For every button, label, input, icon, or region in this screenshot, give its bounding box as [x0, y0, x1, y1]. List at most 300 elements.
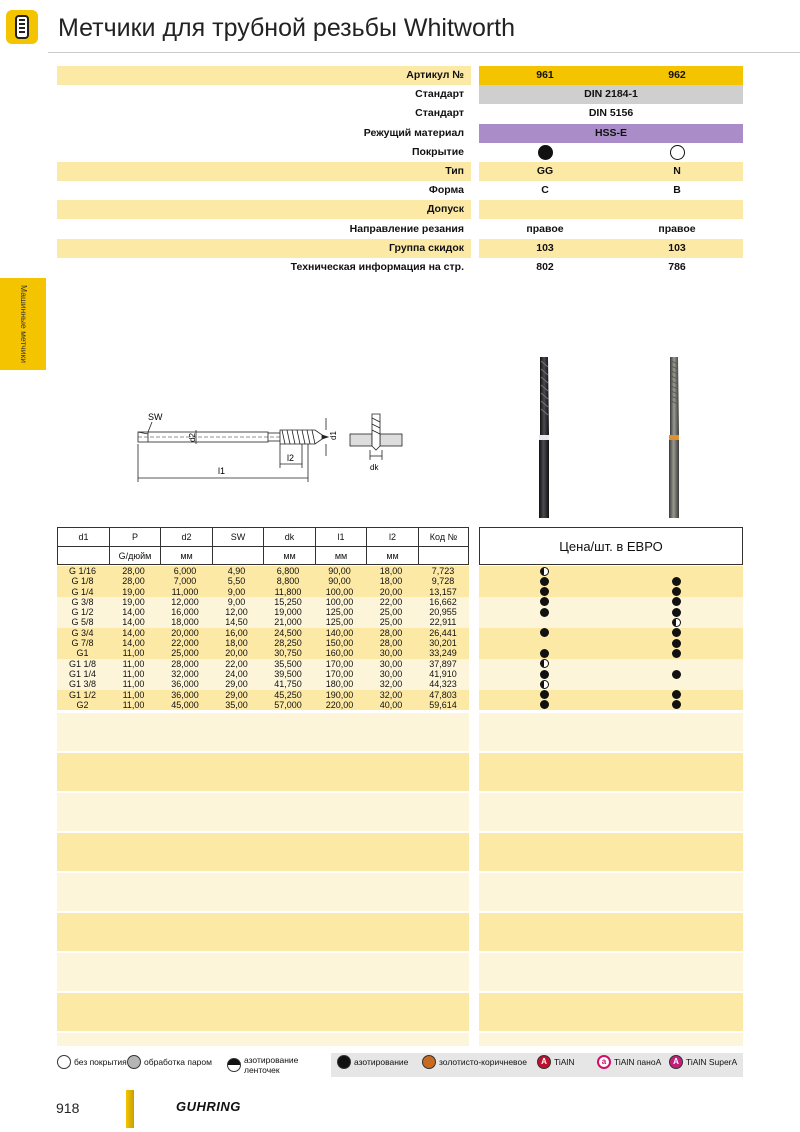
- table-cell: G 7/8: [71, 638, 94, 649]
- data-table-header: [57, 527, 469, 565]
- table-cell: 11,00: [122, 668, 145, 679]
- coating-glyph: a: [601, 1057, 607, 1066]
- column-header: [315, 528, 366, 564]
- spec-value: [479, 220, 743, 239]
- table-row: [57, 679, 469, 689]
- table-cell: G 1/2: [71, 607, 94, 618]
- table-cell: 30,201: [429, 638, 457, 649]
- table-cell: 30,00: [379, 668, 403, 679]
- table-cell: 25,000: [171, 648, 199, 659]
- legend-label: TiAlN SuperA: [686, 1057, 738, 1067]
- table-cell: 45,000: [171, 699, 199, 710]
- availability-row: [479, 566, 743, 576]
- table-cell: 21,000: [274, 617, 302, 628]
- drawing-label-sw: SW: [148, 412, 163, 422]
- empty-band: [57, 1033, 469, 1046]
- availability-row: [479, 607, 743, 617]
- table-cell: 22,00: [225, 658, 248, 669]
- table-cell: 14,00: [122, 617, 145, 628]
- in-stock-icon[interactable]: [540, 587, 549, 596]
- column-title: SW: [230, 532, 246, 542]
- empty-band: [479, 913, 743, 951]
- spec-value-961: 961: [536, 69, 554, 81]
- table-cell: 16,00: [225, 627, 248, 638]
- spec-value: [479, 66, 743, 85]
- in-stock-icon[interactable]: [540, 670, 549, 679]
- empty-band: [57, 713, 469, 751]
- spec-value: [479, 258, 743, 277]
- spec-value: [479, 85, 743, 104]
- table-cell: 25,00: [379, 607, 403, 618]
- table-cell: G2: [76, 699, 89, 710]
- drawing-label-l2: l2: [287, 453, 295, 463]
- spec-label: Тип: [57, 162, 471, 181]
- table-cell: 44,323: [429, 679, 457, 690]
- table-cell: 90,00: [328, 566, 351, 576]
- spec-value-962: 103: [668, 241, 686, 254]
- table-cell: 14,00: [122, 627, 145, 638]
- empty-band: [57, 833, 469, 871]
- spec-value: [479, 239, 743, 258]
- spec-value: [479, 200, 743, 219]
- coating-legend: [57, 1053, 743, 1077]
- legend-item: [669, 1055, 737, 1069]
- availability-row: [479, 597, 743, 607]
- spec-value-962: B: [673, 184, 681, 197]
- spec-label: Допуск: [57, 200, 471, 219]
- table-cell: 30,750: [274, 648, 302, 659]
- table-cell: 39,500: [274, 668, 302, 679]
- table-cell: 41,750: [274, 679, 302, 690]
- table-cell: 28,00: [122, 566, 145, 576]
- legend-label: золотисто-коричневое: [439, 1057, 527, 1067]
- limited-stock-icon[interactable]: [540, 567, 549, 576]
- table-cell: 29,00: [225, 679, 248, 690]
- page-number: 918: [56, 1100, 80, 1116]
- spec-row: [57, 200, 743, 219]
- legend-label: обработка паром: [144, 1057, 212, 1067]
- spec-value-962: правое: [658, 222, 696, 235]
- empty-band: [479, 833, 743, 871]
- table-cell: 40,00: [379, 699, 403, 710]
- spec-value-961: GG: [536, 165, 554, 177]
- spec-value-961: C: [541, 184, 549, 197]
- limited-stock-icon[interactable]: [672, 618, 681, 627]
- table-cell: 28,00: [122, 576, 145, 587]
- table-cell: G1 1/4: [68, 668, 97, 679]
- table-cell: 16,000: [171, 607, 199, 618]
- table-cell: 220,00: [325, 699, 354, 710]
- spec-label: Покрытие: [57, 143, 471, 162]
- table-cell: 29,00: [225, 689, 248, 700]
- table-cell: G1 1/8: [68, 658, 97, 669]
- table-cell: 9,00: [227, 596, 246, 607]
- table-row: [57, 607, 469, 617]
- table-cell: 170,00: [325, 668, 354, 679]
- table-cell: G 1/4: [71, 586, 94, 597]
- table-cell: 90,00: [328, 576, 351, 587]
- drawing-label-l1: l1: [218, 466, 226, 476]
- spec-label: Артикул №: [57, 66, 471, 85]
- spec-row: [57, 104, 743, 123]
- spec-label: Направление резания: [57, 220, 471, 239]
- spec-row: [57, 66, 743, 85]
- legend-item: [597, 1055, 661, 1069]
- table-cell: 8,800: [276, 576, 300, 587]
- legend-label: TiAlN паноA: [614, 1057, 662, 1067]
- spec-row: [57, 162, 743, 181]
- limited-stock-icon[interactable]: [540, 680, 549, 689]
- empty-band: [479, 753, 743, 791]
- in-stock-icon[interactable]: [540, 608, 549, 617]
- legend-label: азотирование: [354, 1057, 409, 1067]
- legend-item: [337, 1055, 408, 1069]
- table-cell: 9,728: [431, 576, 455, 587]
- table-cell: 19,00: [122, 596, 145, 607]
- table-cell: 25,00: [379, 617, 403, 628]
- empty-band: [479, 793, 743, 831]
- table-cell: 13,157: [429, 586, 457, 597]
- legend-item: [57, 1055, 127, 1069]
- header-divider: [48, 52, 800, 53]
- table-cell: 18,00: [379, 576, 403, 587]
- table-row: [57, 617, 469, 627]
- coating-glyph: A: [541, 1057, 547, 1066]
- tia-coating-icon: [597, 1055, 611, 1069]
- column-unit: мм: [386, 551, 399, 561]
- table-cell: 30,00: [379, 658, 403, 669]
- table-cell: 45,250: [274, 689, 302, 700]
- table-cell: 28,00: [379, 638, 403, 649]
- spec-value: [479, 143, 743, 162]
- table-cell: 36,000: [171, 679, 199, 690]
- tap-dimension-drawing: [130, 400, 410, 490]
- spec-label: Стандарт: [57, 85, 471, 104]
- footer-accent-bar: [126, 1090, 134, 1128]
- tis-coating-icon: [669, 1055, 683, 1069]
- table-cell: 36,000: [171, 689, 199, 700]
- empty-band: [479, 1033, 743, 1046]
- availability-column: [479, 566, 743, 710]
- table-row: [57, 690, 469, 700]
- column-title: P: [131, 532, 138, 542]
- table-cell: 11,00: [122, 689, 145, 700]
- table-cell: 6,000: [173, 566, 197, 576]
- table-cell: 28,00: [379, 627, 403, 638]
- in-stock-icon[interactable]: [540, 628, 549, 637]
- half-coating-icon: [227, 1058, 241, 1072]
- table-cell: G 3/8: [71, 596, 94, 607]
- tap-category-icon: [6, 10, 38, 44]
- column-title: l2: [388, 532, 396, 542]
- table-row: [57, 597, 469, 607]
- price-header: Цена/шт. в ЕВРО: [479, 527, 743, 565]
- table-cell: 35,00: [225, 699, 248, 710]
- in-stock-icon[interactable]: [672, 577, 681, 586]
- table-cell: 15,250: [274, 596, 302, 607]
- spec-row: [57, 143, 743, 162]
- limited-stock-icon[interactable]: [540, 659, 549, 668]
- table-cell: 35,500: [274, 658, 302, 669]
- availability-row: [479, 638, 743, 648]
- table-row: [57, 638, 469, 648]
- nit-coating-icon: [337, 1055, 351, 1069]
- availability-row: [479, 679, 743, 689]
- column-title: Код №: [429, 532, 458, 542]
- table-cell: 22,000: [171, 638, 199, 649]
- table-cell: 190,00: [325, 689, 354, 700]
- availability-row: [479, 628, 743, 638]
- tap-961-image: [534, 355, 554, 520]
- legend-item: [422, 1055, 527, 1069]
- in-stock-icon[interactable]: [540, 597, 549, 606]
- table-cell: 41,910: [429, 668, 457, 679]
- column-unit: мм: [334, 551, 348, 561]
- table-cell: 12,000: [171, 596, 199, 607]
- table-cell: 30,00: [379, 648, 403, 659]
- table-cell: 28,000: [171, 658, 199, 669]
- table-cell: 18,000: [171, 617, 199, 628]
- table-cell: 20,000: [171, 627, 199, 638]
- table-cell: 19,000: [274, 607, 302, 618]
- spec-value-962: 786: [668, 261, 686, 273]
- table-cell: 100,00: [325, 596, 354, 607]
- legend-item: [127, 1055, 212, 1069]
- table-cell: 12,00: [225, 607, 248, 618]
- table-cell: 125,00: [325, 607, 354, 618]
- table-cell: 20,00: [225, 648, 248, 659]
- empty-band: [57, 873, 469, 911]
- in-stock-icon[interactable]: [540, 649, 549, 658]
- side-tab-label: Машинные метчики: [19, 285, 29, 363]
- availability-row: [479, 659, 743, 669]
- in-stock-icon[interactable]: [540, 690, 549, 699]
- spec-value-962: N: [673, 165, 681, 177]
- spec-row: [57, 124, 743, 143]
- gold-coating-icon: [422, 1055, 436, 1069]
- in-stock-icon[interactable]: [672, 649, 681, 658]
- table-cell: 18,00: [225, 638, 248, 649]
- legend-label: без покрытия: [74, 1057, 127, 1067]
- table-cell: 11,800: [274, 586, 302, 597]
- table-row: [57, 587, 469, 597]
- column-unit: мм: [180, 551, 193, 561]
- spec-value: [479, 162, 743, 181]
- empty-band: [57, 953, 469, 991]
- table-cell: 57,000: [274, 699, 302, 710]
- table-cell: 59,614: [429, 699, 457, 710]
- spec-row: [57, 220, 743, 239]
- in-stock-icon[interactable]: [672, 628, 681, 637]
- drawing-label-d1: d1: [329, 431, 338, 440]
- table-cell: 11,00: [122, 679, 145, 690]
- table-cell: 140,00: [325, 627, 354, 638]
- table-cell: 125,00: [325, 617, 354, 628]
- table-cell: G1: [76, 648, 89, 659]
- availability-row: [479, 617, 743, 627]
- empty-band: [479, 993, 743, 1031]
- column-unit: мм: [283, 551, 296, 561]
- table-row: [57, 566, 469, 576]
- column-header: [160, 528, 212, 564]
- table-cell: 18,00: [379, 566, 403, 576]
- column-header: [418, 528, 468, 564]
- spec-value-962: 962: [668, 69, 686, 81]
- table-cell: 24,00: [225, 668, 248, 679]
- in-stock-icon[interactable]: [672, 690, 681, 699]
- data-table-body: [57, 566, 469, 710]
- spec-value: [479, 124, 743, 143]
- empty-band: [57, 993, 469, 1031]
- table-cell: 20,955: [429, 607, 457, 618]
- table-cell: 20,00: [379, 586, 403, 597]
- page-title: Метчики для трубной резьбы Whitworth: [58, 14, 516, 42]
- table-cell: G1 3/8: [68, 679, 97, 690]
- table-row: [57, 700, 469, 710]
- table-cell: G 5/8: [71, 617, 94, 628]
- table-cell: 170,00: [325, 658, 354, 669]
- table-cell: G 1/8: [71, 576, 94, 587]
- spec-value: [479, 181, 743, 200]
- spec-value: [479, 104, 743, 123]
- ti-coating-icon: [537, 1055, 551, 1069]
- table-cell: 6,800: [276, 566, 300, 576]
- table-cell: 14,00: [122, 638, 145, 649]
- in-stock-icon[interactable]: [672, 597, 681, 606]
- table-cell: 32,00: [379, 689, 403, 700]
- spec-row: [57, 181, 743, 200]
- empty-band: [57, 793, 469, 831]
- table-cell: 5,50: [227, 576, 246, 587]
- uncoated-icon: [670, 145, 685, 160]
- column-unit: G/дюйм: [118, 551, 152, 561]
- table-cell: 150,00: [325, 638, 354, 649]
- table-row: [57, 659, 469, 669]
- spec-value-961: 802: [536, 261, 554, 273]
- brand-logo: GUHRING: [176, 1099, 241, 1114]
- drawing-label-dk: dk: [370, 463, 379, 472]
- spec-label: Техническая информация на стр.: [57, 258, 471, 277]
- availability-row: [479, 700, 743, 710]
- legend-item: [227, 1055, 300, 1075]
- table-cell: 16,662: [429, 596, 457, 607]
- table-cell: 24,500: [274, 627, 302, 638]
- table-cell: 4,90: [227, 566, 246, 576]
- table-cell: 14,50: [225, 617, 248, 628]
- table-cell: 11,00: [122, 648, 145, 659]
- table-row: [57, 648, 469, 658]
- column-title: dk: [284, 532, 295, 542]
- column-title: d1: [78, 532, 89, 542]
- table-cell: 160,00: [325, 648, 354, 659]
- column-header: [212, 528, 263, 564]
- spec-label: Режущий материал: [57, 124, 471, 143]
- empty-band: [479, 713, 743, 751]
- spec-row: [57, 258, 743, 277]
- in-stock-icon[interactable]: [672, 608, 681, 617]
- column-header: [58, 528, 109, 564]
- spec-value-text: DIN 2184-1: [584, 88, 638, 101]
- empty-band: [479, 953, 743, 991]
- column-title: d2: [181, 532, 192, 542]
- empty-band: [57, 753, 469, 791]
- in-stock-icon[interactable]: [672, 700, 681, 709]
- empty-band: [57, 913, 469, 951]
- table-cell: 14,00: [122, 607, 145, 618]
- coating-glyph: A: [673, 1057, 679, 1066]
- in-stock-icon[interactable]: [672, 587, 681, 596]
- table-cell: 11,00: [122, 658, 145, 669]
- spec-value-text: HSS-E: [594, 126, 628, 139]
- table-cell: 11,00: [122, 699, 145, 710]
- availability-row: [479, 587, 743, 597]
- in-stock-icon[interactable]: [540, 700, 549, 709]
- legend-item: [537, 1055, 574, 1069]
- table-cell: 32,000: [171, 668, 199, 679]
- column-title: l1: [337, 532, 345, 542]
- table-row: [57, 669, 469, 679]
- in-stock-icon[interactable]: [672, 639, 681, 648]
- table-cell: 180,00: [325, 679, 354, 690]
- table-cell: G 1/16: [68, 566, 97, 576]
- table-cell: 11,000: [171, 586, 199, 597]
- table-cell: 22,911: [429, 617, 457, 628]
- nitrided-coating-icon: [538, 145, 553, 160]
- table-cell: 22,00: [379, 596, 403, 607]
- table-cell: 47,803: [429, 689, 457, 700]
- table-cell: 26,441: [429, 627, 457, 638]
- table-row: [57, 628, 469, 638]
- column-header: [366, 528, 418, 564]
- spec-value-961: 103: [536, 241, 554, 254]
- table-cell: 19,00: [122, 586, 145, 597]
- availability-row: [479, 669, 743, 679]
- table-cell: 32,00: [379, 679, 403, 690]
- table-cell: 9,00: [227, 586, 246, 597]
- availability-row: [479, 648, 743, 658]
- table-cell: 100,00: [325, 586, 354, 597]
- table-cell: 33,249: [429, 648, 457, 659]
- table-cell: G 3/4: [71, 627, 94, 638]
- empty-band: [479, 873, 743, 911]
- column-header: [263, 528, 315, 564]
- spec-label: Стандарт: [57, 104, 471, 123]
- in-stock-icon[interactable]: [672, 670, 681, 679]
- table-row: [57, 576, 469, 586]
- spec-row: [57, 239, 743, 258]
- tap-962-image: [664, 355, 684, 520]
- spec-label: Группа скидок: [57, 239, 471, 258]
- legend-label: TiAlN: [554, 1057, 575, 1067]
- spec-value-text: DIN 5156: [588, 107, 634, 120]
- legend-label: азотирование ленточек: [244, 1055, 299, 1075]
- availability-row: [479, 690, 743, 700]
- table-cell: G1 1/2: [68, 689, 97, 700]
- column-header: [109, 528, 160, 564]
- none-coating-icon: [57, 1055, 71, 1069]
- drawing-label-d2: d2: [188, 433, 197, 442]
- table-cell: 37,897: [429, 658, 457, 669]
- spec-row: [57, 85, 743, 104]
- spec-value-961: правое: [526, 222, 564, 235]
- spec-label: Форма: [57, 181, 471, 200]
- steam-coating-icon: [127, 1055, 141, 1069]
- table-cell: 7,723: [431, 566, 455, 576]
- in-stock-icon[interactable]: [540, 577, 549, 586]
- side-tab[interactable]: [0, 278, 46, 370]
- table-cell: 7,000: [173, 576, 197, 587]
- table-cell: 28,250: [274, 638, 302, 649]
